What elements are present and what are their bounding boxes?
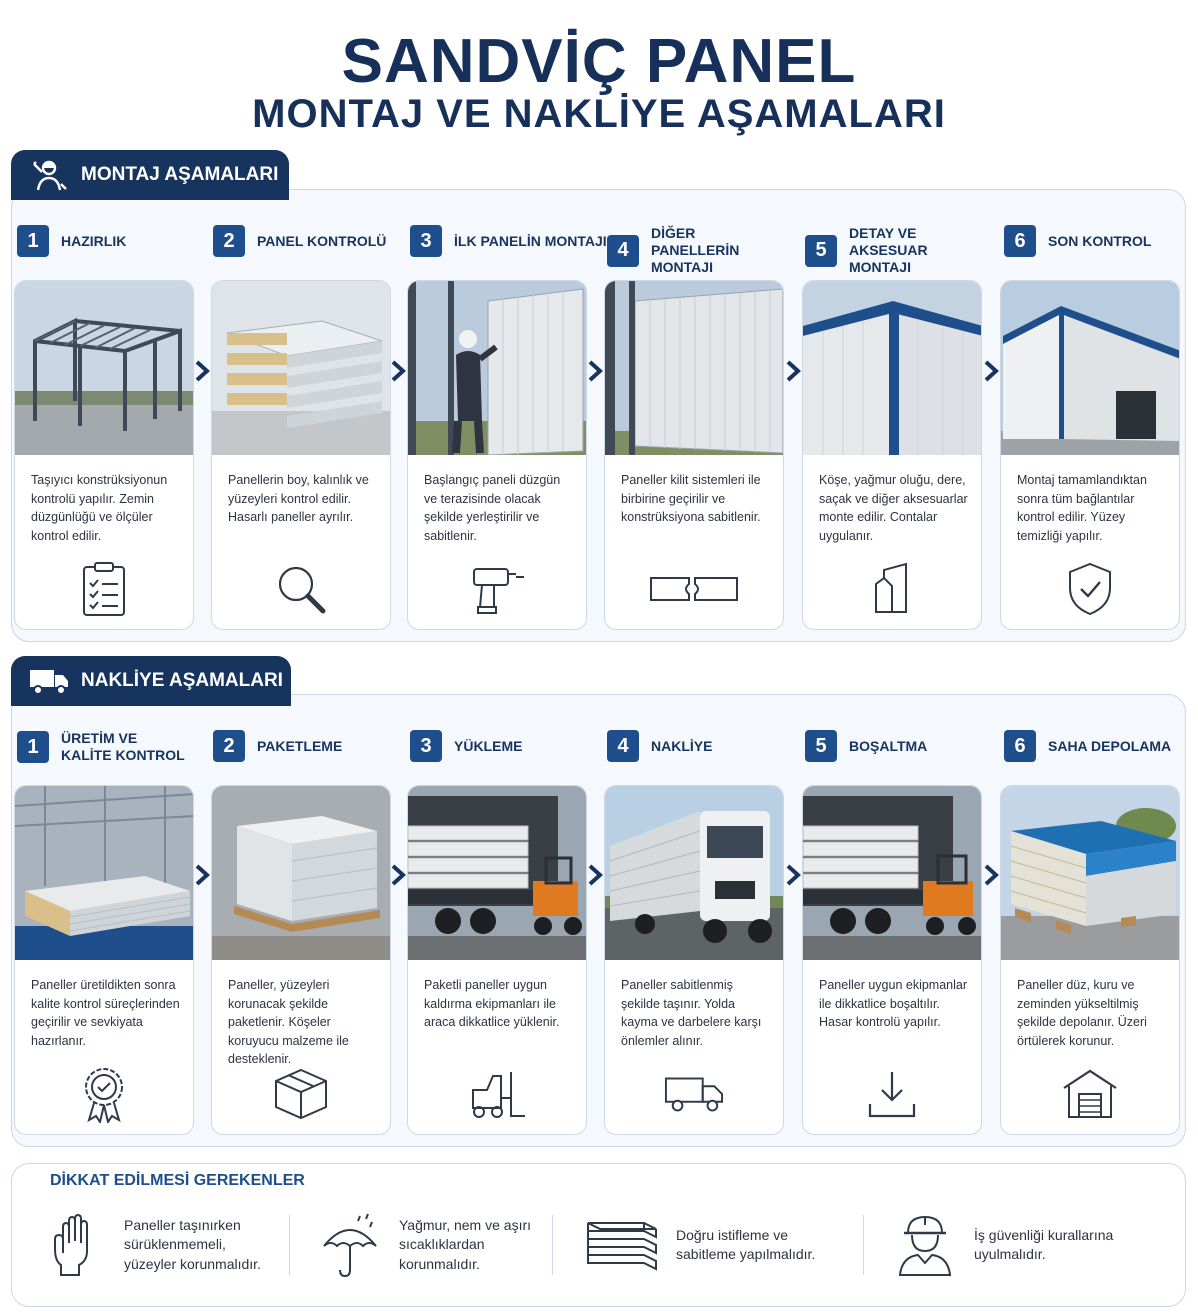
nakliye-step-5-head [805, 730, 927, 762]
nakliye-step-3-head [410, 730, 522, 762]
step-description: Montaj tamamlandıktan sonra tüm bağlantılar kontrol edilir. Yüzey temizliği yapılır. [1017, 473, 1147, 543]
factory-production-photo [15, 786, 193, 960]
note-divider [289, 1215, 290, 1275]
worker-tools-icon [29, 157, 69, 193]
checklist-icon [74, 559, 134, 619]
chevron-right-icon [983, 864, 999, 886]
montaj-card-6 [1000, 280, 1180, 630]
box-icon [271, 1064, 331, 1124]
note-text: Yağmur, nem ve aşırı sıcaklıklardan korunmalıdır. [399, 1216, 532, 1272]
glove-icon [40, 1210, 110, 1280]
drill-icon [467, 559, 527, 619]
step-label: SON KONTROL [1048, 232, 1152, 249]
note-item [582, 1210, 852, 1280]
step-number: 6 [1004, 225, 1036, 257]
montaj-step-6-head [1004, 225, 1151, 257]
nakliye-step-1-head [17, 730, 187, 764]
step-label: NAKLİYE [651, 737, 713, 754]
step-number: 1 [17, 731, 49, 763]
unloading-forklift-photo [803, 786, 981, 960]
montaj-step-3-head [410, 225, 607, 257]
step-label: BOŞALTMA [849, 737, 928, 754]
note-item [315, 1210, 555, 1280]
note-divider [863, 1215, 864, 1275]
worker-icon [890, 1210, 960, 1280]
step-description: Paneller düz, kuru ve zeminden yükseltilmiş şekilde depolanır. Üzeri örtülerek korunur. [1017, 978, 1147, 1048]
step-number: 5 [805, 730, 837, 762]
page-subtitle: MONTAJ VE NAKLİYE AŞAMALARI [252, 92, 946, 136]
nakliye-card-5 [802, 785, 982, 1135]
page-title: SANDVİÇ PANEL [341, 27, 857, 96]
step-description: Köşe, yağmur oluğu, dere, saçak ve diğer aksesuarlar monte edilir. Contalar uygulanır. [819, 473, 968, 543]
step-description: Paneller sabitlenmiş şekilde taşınır. Yolda kayma ve darbelere karşı önlemler alınır. [621, 978, 762, 1048]
chevron-right-icon [785, 360, 801, 382]
quality-badge-icon [74, 1064, 134, 1124]
step-description: Paketli paneller uygun kaldırma ekipmanları ile araca dikkatlice yüklenir. [424, 978, 560, 1029]
step-label: PANEL KONTROLÜ [257, 232, 387, 249]
nakliye-tab [11, 656, 291, 706]
note-item [40, 1210, 280, 1280]
step-number: 3 [410, 730, 442, 762]
step-description: Paneller kilit sistemleri ile birbirine geçirilir ve konstrüksiyona sabitlenir. [621, 473, 761, 524]
montaj-card-4 [604, 280, 784, 630]
download-tray-icon [862, 1064, 922, 1124]
step-description: Paneller üretildikten sonra kalite kontrol süreçlerinden geçirilir ve sevkiyata hazırlanır. [31, 978, 180, 1048]
step-label: DETAY VE AKSESUAR MONTAJI [849, 225, 928, 275]
panel-joint-icon [644, 559, 744, 619]
step-number: 3 [410, 225, 442, 257]
step-label: HAZIRLIK [61, 232, 127, 249]
chevron-right-icon [785, 864, 801, 886]
nakliye-step-4-head [607, 730, 712, 762]
loading-forklift-photo [408, 786, 586, 960]
step-number: 4 [607, 730, 639, 762]
magnifier-icon [271, 559, 331, 619]
shield-check-icon [1060, 559, 1120, 619]
note-text: İş güvenliği kurallarına uyulmalıdır. [974, 1226, 1114, 1262]
chevron-right-icon [587, 360, 603, 382]
montaj-card-5 [802, 280, 982, 630]
step-label: DİĞER PANELLERİN MONTAJI [651, 225, 740, 275]
nakliye-card-1 [14, 785, 194, 1135]
step-number: 2 [213, 730, 245, 762]
step-label: PAKETLEME [257, 737, 343, 754]
first-panel-photo [408, 281, 586, 455]
montaj-heading: MONTAJ AŞAMALARI [81, 164, 279, 185]
chevron-right-icon [194, 360, 210, 382]
corner-profile-icon [862, 559, 922, 619]
site-storage-photo [1001, 786, 1179, 960]
chevron-right-icon [983, 360, 999, 382]
finished-building-photo [1001, 281, 1179, 455]
notes-heading: DİKKAT EDİLMESİ GEREKENLER [50, 1172, 305, 1189]
chevron-right-icon [390, 360, 406, 382]
montaj-card-2 [211, 280, 391, 630]
packaged-panels-photo [212, 786, 390, 960]
step-number: 4 [607, 235, 639, 267]
chevron-right-icon [390, 864, 406, 886]
nakliye-card-6 [1000, 785, 1180, 1135]
step-number: 5 [805, 235, 837, 267]
step-description: Paneller, yüzeyleri korunacak şekilde paketlenir. Köşeler koruyucu malzeme ile desteklenir. [228, 978, 349, 1066]
step-label: İLK PANELİN MONTAJI [454, 232, 607, 249]
nakliye-card-4 [604, 785, 784, 1135]
step-description: Taşıyıcı konstrüksiyonun kontrolü yapılır. Zemin düzgünlüğü ve ölçüler kontrol edilir. [31, 473, 168, 543]
montaj-card-1 [14, 280, 194, 630]
nakliye-step-2-head [213, 730, 342, 762]
stacked-panels-icon [582, 1210, 662, 1280]
note-text: Paneller taşınırken sürüklenmemeli, yüzeyler korunmalıdır. [124, 1216, 261, 1272]
chevron-right-icon [194, 864, 210, 886]
step-number: 2 [213, 225, 245, 257]
montaj-tab [11, 150, 289, 200]
forklift-icon [467, 1064, 527, 1124]
nakliye-step-6-head [1004, 730, 1171, 762]
step-description: Panellerin boy, kalınlık ve yüzeyleri kontrol edilir. Hasarlı paneller ayrılır. [228, 473, 369, 524]
steel-frame-photo [15, 281, 193, 455]
step-number: 6 [1004, 730, 1036, 762]
truck-road-photo [605, 786, 783, 960]
step-label: ÜRETİM VE KALİTE KONTROL [61, 730, 185, 763]
umbrella-icon [315, 1210, 385, 1280]
note-text: Doğru istifleme ve sabitleme yapılmalıdır. [676, 1226, 816, 1262]
step-label: SAHA DEPOLAMA [1048, 737, 1172, 754]
montaj-step-4-head [607, 225, 777, 276]
corner-accessory-photo [803, 281, 981, 455]
truck-icon [664, 1064, 724, 1124]
montaj-step-1-head [17, 225, 126, 257]
nakliye-card-3 [407, 785, 587, 1135]
step-label: YÜKLEME [454, 737, 523, 754]
nakliye-card-2 [211, 785, 391, 1135]
note-divider [552, 1215, 553, 1275]
panel-stack-photo [212, 281, 390, 455]
note-item [890, 1210, 1160, 1280]
step-description: Başlangıç paneli düzgün ve terazisinde olacak şekilde yerleştirilir ve sabitlenir. [424, 473, 561, 543]
step-number: 1 [17, 225, 49, 257]
montaj-step-2-head [213, 225, 386, 257]
chevron-right-icon [587, 864, 603, 886]
warehouse-icon [1060, 1064, 1120, 1124]
step-description: Paneller uygun ekipmanlar ile dikkatlice boşaltılır. Hasar kontrolü yapılır. [819, 978, 968, 1029]
nakliye-heading: NAKLİYE AŞAMALARI [81, 670, 283, 691]
montaj-step-5-head [805, 225, 975, 276]
truck-icon [29, 663, 69, 699]
montaj-card-3 [407, 280, 587, 630]
panel-wall-photo [605, 281, 783, 455]
